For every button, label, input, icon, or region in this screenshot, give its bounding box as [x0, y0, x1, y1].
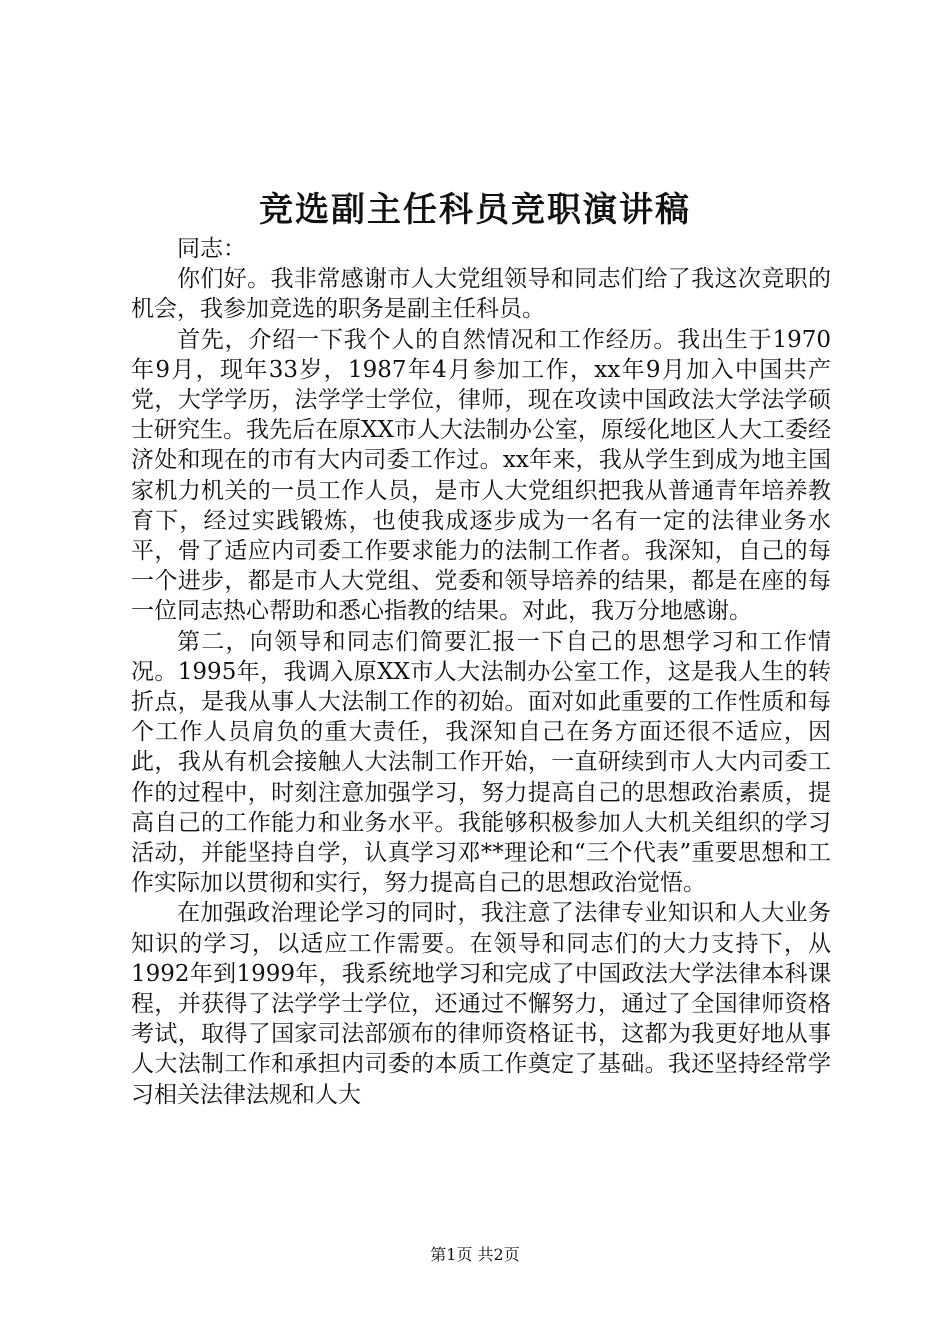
document-title: 竞选副主任科员竞职演讲稿 — [259, 190, 691, 230]
page-footer: 第1页 共2页 — [430, 1245, 520, 1264]
paragraph-study: 在加强政治理论学习的同时，我注意了法律专业知识和人大业务知识的学习，以适应工作需要。在领导和同志们的大力支持下，从1992年到1999年，我系统地学习和完成了中国政法大学法律本科课程，并获得了法学学士学位，还通过不懈努力，通过了全国律师资格考试，取得了国家司法部颁布的律师资格证书，这都为我更好地从事人大法制工作和承担内司委的本质工作奠定了基础。我还坚持经常学习相关法律法规和人大 — [131, 900, 831, 1108]
paragraph-salutation: 同志： — [177, 236, 246, 262]
paragraph-introduction: 首先，介绍一下我个人的自然情况和工作经历。我出生于1970年9月，现年33岁，1987年4月参加工作，xx年9月加入中国共产党，大学学历，法学学士学位，律师，现在攻读中国政法大学法学硕士研究生。我先后在原XX市人大法制办公室，原绥化地区人大工委经济处和现在的市有大内司委工作过。xx年来，我从学生到成为地主国家机力机关的一员工作人员，是市人大党组织把我从普通青年培养教育下，经过实践锻炼，也使我成逐步成为一名有一定的法律业务水平，骨了适应内司委工作要求能力的法制工作者。我深知，自己的每一个进步，都是市人大党组、党委和领导培养的结果，都是在座的每一位同志热心帮助和悉心指教的结果。对此，我万分地感谢。 — [131, 326, 831, 625]
document-body — [131, 234, 831, 1110]
paragraph-work-report: 第二，向领导和同志们简要汇报一下自己的思想学习和工作情况。1995年，我调入原XX市人大法制办公室工作，这是我人生的转折点，是我从事人大法制工作的初始。面对如此重要的工作性质和每个工作人员肩负的重大责任，我深知自己在务方面还很不适应，因此，我从有机会接触人大法制工作开始，一直研续到市人大内司委工作的过程中，时刻注意加强学习，努力提高自己的思想政治素质，提高自己的工作能力和业务水平。我能够积极参加人大机关组织的学习活动，并能坚持自学，认真学习邓**理论和“三个代表”重要思想和工作实际加以贯彻和实行，努力提高自己的思想政治觉悟。 — [131, 628, 831, 897]
paragraph-greeting: 你们好。我非常感谢市人大党组领导和同志们给了我这次竞职的机会，我参加竞选的职务是副主任科员。 — [131, 266, 831, 323]
